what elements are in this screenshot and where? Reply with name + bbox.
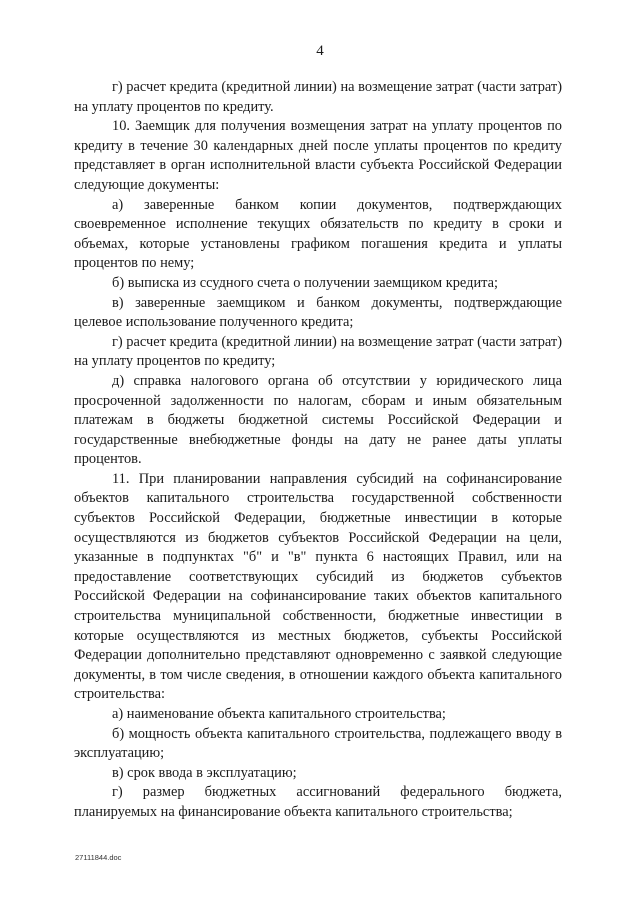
list-item-a-object-name: а) наименование объекта капитального строительства; xyxy=(112,706,446,722)
paragraph-10-documents: 10. Заемщик для получения возмещения затрат на уплату процентов по кредиту в течение 30 календарных дней после уплаты процентов по кредиту представляет в орган исполнительной власти субъекта Российской Федерации следующие документы: xyxy=(74,118,562,193)
page-number: 4 xyxy=(316,43,324,59)
footer-document-code: 27111844.doc xyxy=(75,853,122,862)
list-item-g-credit-calculation: г) расчет кредита (кредитной линии) на возмещение затрат (части затрат) на уплату процентов по кредиту; xyxy=(74,333,562,370)
list-item-b-loan-statement: б) выписка из ссудного счета о получении заемщиком кредита; xyxy=(112,274,499,291)
list-item-v-target-use: в) заверенные заемщиком и банком документы, подтверждающие целевое использование полученного кредита; xyxy=(74,294,562,331)
paragraph-11-planning: 11. При планировании направления субсидий на софинансирование объектов капитального строительства государственной собственности субъектов Российской Федерации, бюджетные инвестиции в которые осуществляются из бюджетов субъектов Российской Федерации на цели, указанные в подпунктах "б" и "в" пункта 6 настоящих Правил, или на предоставление соответствующих субсидий из бюджетов субъектов Российской Федерации на софинансирование таких объектов капитального строительства муниципальной собственности, бюджетные инвестиции в которые осуществляются из местных бюджетов, субъекты Российской Федерации дополнительно представляют одновременно с заявкой следующие документы, в том числе сведения, в отношении каждого объекта капитального строительства: xyxy=(74,470,562,703)
paragraph-credit-calculation: г) расчет кредита (кредитной линии) на возмещение затрат (части затрат) на уплату процентов по кредиту. xyxy=(74,79,562,115)
document-body xyxy=(74,78,562,823)
list-item-d-tax-certificate: д) справка налогового органа об отсутствии у юридического лица просроченной задолженности по налогам, сборам и иным обязательным платежам в бюджеты бюджетной системы Российской Федерации и государственные внебюджетные фонды на дату не ранее даты уплаты процентов. xyxy=(74,372,562,468)
list-item-b-object-capacity: б) мощность объекта капитального строительства, подлежащего вводу в эксплуатацию; xyxy=(74,725,562,762)
list-item-a-bank-copies: а) заверенные банком копии документов, подтверждающих своевременное исполнение текущих обязательств по кредиту в сроки и объемах, которые установлены графиком погашения кредита и уплаты процентов по нему; xyxy=(74,196,562,272)
list-item-v-commissioning-date: в) срок ввода в эксплуатацию; xyxy=(112,764,297,781)
list-item-g-budget-allocations: г) размер бюджетных ассигнований федерального бюджета, планируемых на финансирование объекта капитального строительства; xyxy=(74,784,562,820)
